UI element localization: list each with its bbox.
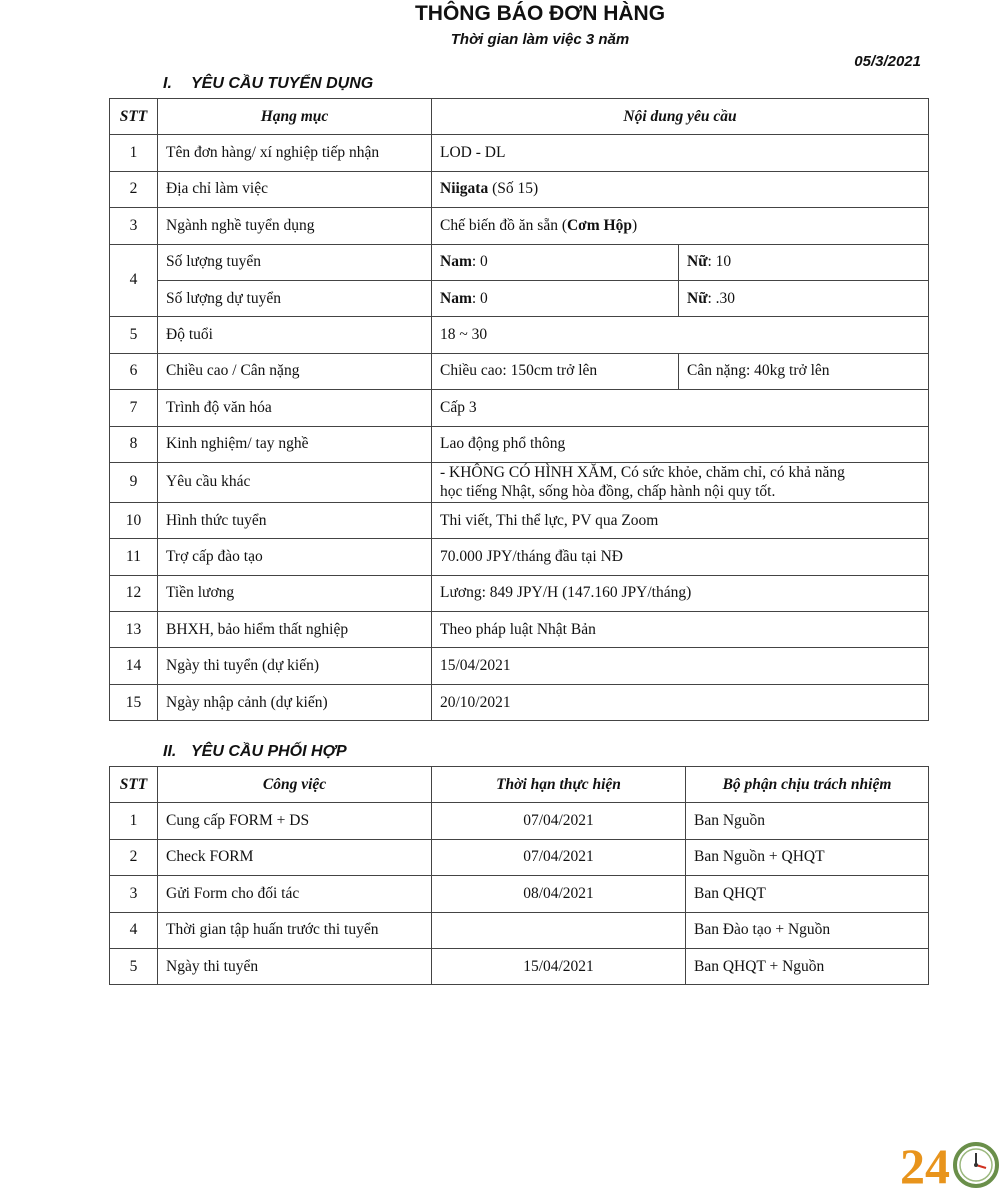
weight-requirement: Cân nặng: 40kg trở lên (679, 353, 929, 389)
row-content: Thi viết, Thi thể lực, PV qua Zoom (432, 502, 929, 538)
job-prefix: Chế biến đồ ăn sẵn ( (440, 216, 567, 234)
row-task: Gửi Form cho đối tác (158, 876, 432, 912)
document-date: 05/3/2021 (854, 53, 921, 70)
row-item: Kinh nghiệm/ tay nghề (158, 426, 432, 462)
job-highlight: Cơm Hộp (566, 216, 632, 234)
male-label: Nam (440, 289, 472, 307)
row-stt: 12 (110, 575, 158, 611)
row-item: BHXH, bảo hiểm thất nghiệp (158, 612, 432, 648)
recruitment-table (109, 98, 929, 721)
location-detail: (Số 15) (488, 180, 539, 198)
page-subtitle: Thời gian làm việc 3 năm (450, 31, 630, 48)
clock-icon (955, 1144, 997, 1186)
row-stt: 4 (110, 244, 158, 317)
row-task: Thời gian tập huấn trước thi tuyển (158, 912, 432, 948)
male-count (432, 244, 679, 280)
table-row (110, 280, 929, 316)
female-count (679, 280, 929, 316)
row-content: 20/10/2021 (432, 684, 929, 720)
coordination-table (109, 766, 929, 985)
row-content: Cấp 3 (432, 390, 929, 426)
row-department: Ban Nguồn + QHQT (686, 839, 929, 875)
row-deadline: 07/04/2021 (432, 803, 686, 839)
row-stt: 6 (110, 353, 158, 389)
row-item: Trợ cấp đào tạo (158, 539, 432, 575)
content-line: - KHÔNG CÓ HÌNH XĂM, Có sức khỏe, chăm chỉ, có khả năng (440, 464, 845, 482)
header-item: Hạng mục (158, 99, 432, 135)
row-item: Ngày nhập cảnh (dự kiến) (158, 684, 432, 720)
header-task: Công việc (158, 767, 432, 803)
table-row (110, 317, 929, 353)
section-number: II. (163, 743, 177, 760)
row-department: Ban QHQT + Nguồn (686, 948, 929, 984)
row-stt: 4 (110, 912, 158, 948)
female-label: Nữ (687, 289, 708, 307)
row-stt: 2 (110, 171, 158, 207)
row-item: Địa chỉ làm việc (158, 171, 432, 207)
row-item: Yêu cầu khác (158, 462, 432, 502)
row-stt: 1 (110, 803, 158, 839)
section-title: YÊU CẦU TUYỂN DỤNG (191, 75, 374, 92)
table-row (110, 462, 929, 502)
male-label: Nam (440, 253, 472, 271)
table-row (110, 353, 929, 389)
row-item: Tên đơn hàng/ xí nghiệp tiếp nhận (158, 135, 432, 171)
row-item: Chiều cao / Cân nặng (158, 353, 432, 389)
row-item: Số lượng tuyển (158, 244, 432, 280)
page-title: THÔNG BÁO ĐƠN HÀNG (414, 2, 666, 25)
section-number: I. (163, 75, 172, 92)
row-content: 70.000 JPY/tháng đầu tại NĐ (432, 539, 929, 575)
row-department: Ban Đào tạo + Nguồn (686, 912, 929, 948)
female-value: : .30 (707, 289, 736, 307)
row-stt: 9 (110, 462, 158, 502)
table-row (110, 839, 929, 875)
table-row (110, 135, 929, 171)
row-item: Độ tuổi (158, 317, 432, 353)
row-content: LOD - DL (432, 135, 929, 171)
job-suffix: ) (631, 216, 638, 234)
header-content: Nội dung yêu cầu (432, 99, 929, 135)
row-item: Ngày thi tuyển (dự kiến) (158, 648, 432, 684)
row-stt: 1 (110, 135, 158, 171)
table-row (110, 803, 929, 839)
section-heading-coordination (163, 743, 347, 761)
table-row (110, 912, 929, 948)
row-deadline: 07/04/2021 (432, 839, 686, 875)
table-row (110, 948, 929, 984)
height-requirement: Chiều cao: 150cm trở lên (432, 353, 679, 389)
row-stt: 3 (110, 208, 158, 244)
row-content (432, 171, 929, 207)
row-task: Check FORM (158, 839, 432, 875)
table-header-row (110, 767, 929, 803)
table-row (110, 390, 929, 426)
row-content: 15/04/2021 (432, 648, 929, 684)
header-stt: STT (110, 99, 158, 135)
female-label: Nữ (687, 253, 708, 271)
table-row (110, 612, 929, 648)
male-value: : 0 (471, 253, 488, 271)
table-row (110, 171, 929, 207)
row-stt: 5 (110, 317, 158, 353)
row-content: Lương: 849 JPY/H (147.160 JPY/tháng) (432, 575, 929, 611)
row-content (432, 208, 929, 244)
row-stt: 13 (110, 612, 158, 648)
row-task: Ngày thi tuyển (158, 948, 432, 984)
header-stt: STT (110, 767, 158, 803)
table-row (110, 426, 929, 462)
row-item: Hình thức tuyển (158, 502, 432, 538)
row-stt: 5 (110, 948, 158, 984)
row-department: Ban Nguồn (686, 803, 929, 839)
row-content: Lao động phổ thông (432, 426, 929, 462)
row-stt: 15 (110, 684, 158, 720)
location-name: Niigata (440, 180, 489, 198)
logo-text: 24 (900, 1138, 950, 1189)
male-count (432, 280, 679, 316)
row-stt: 8 (110, 426, 158, 462)
row-item: Ngành nghề tuyển dụng (158, 208, 432, 244)
section-heading-recruitment (163, 75, 373, 93)
table-row (110, 648, 929, 684)
row-task: Cung cấp FORM + DS (158, 803, 432, 839)
row-content: 18 ~ 30 (432, 317, 929, 353)
row-content (432, 462, 929, 502)
row-deadline: 15/04/2021 (432, 948, 686, 984)
header-department: Bộ phận chịu trách nhiệm (686, 767, 929, 803)
logo-24h (900, 1133, 1000, 1189)
row-stt: 7 (110, 390, 158, 426)
row-stt: 14 (110, 648, 158, 684)
table-row (110, 575, 929, 611)
female-value: : 10 (707, 253, 732, 271)
male-value: : 0 (471, 289, 488, 307)
row-item: Số lượng dự tuyển (158, 280, 432, 316)
table-header-row (110, 99, 929, 135)
row-stt: 3 (110, 876, 158, 912)
female-count (679, 244, 929, 280)
table-row (110, 244, 929, 280)
table-row (110, 208, 929, 244)
header-deadline: Thời hạn thực hiện (432, 767, 686, 803)
row-item: Trình độ văn hóa (158, 390, 432, 426)
row-stt: 2 (110, 839, 158, 875)
section-title: YÊU CẦU PHỐI HỢP (191, 743, 347, 760)
row-deadline (432, 912, 686, 948)
table-row (110, 502, 929, 538)
table-row (110, 684, 929, 720)
table-row (110, 876, 929, 912)
content-line: học tiếng Nhật, sống hòa đồng, chấp hành nội quy tốt. (440, 483, 776, 501)
row-department: Ban QHQT (686, 876, 929, 912)
row-item: Tiền lương (158, 575, 432, 611)
row-stt: 10 (110, 502, 158, 538)
table-row (110, 539, 929, 575)
row-deadline: 08/04/2021 (432, 876, 686, 912)
row-stt: 11 (110, 539, 158, 575)
row-content: Theo pháp luật Nhật Bản (432, 612, 929, 648)
